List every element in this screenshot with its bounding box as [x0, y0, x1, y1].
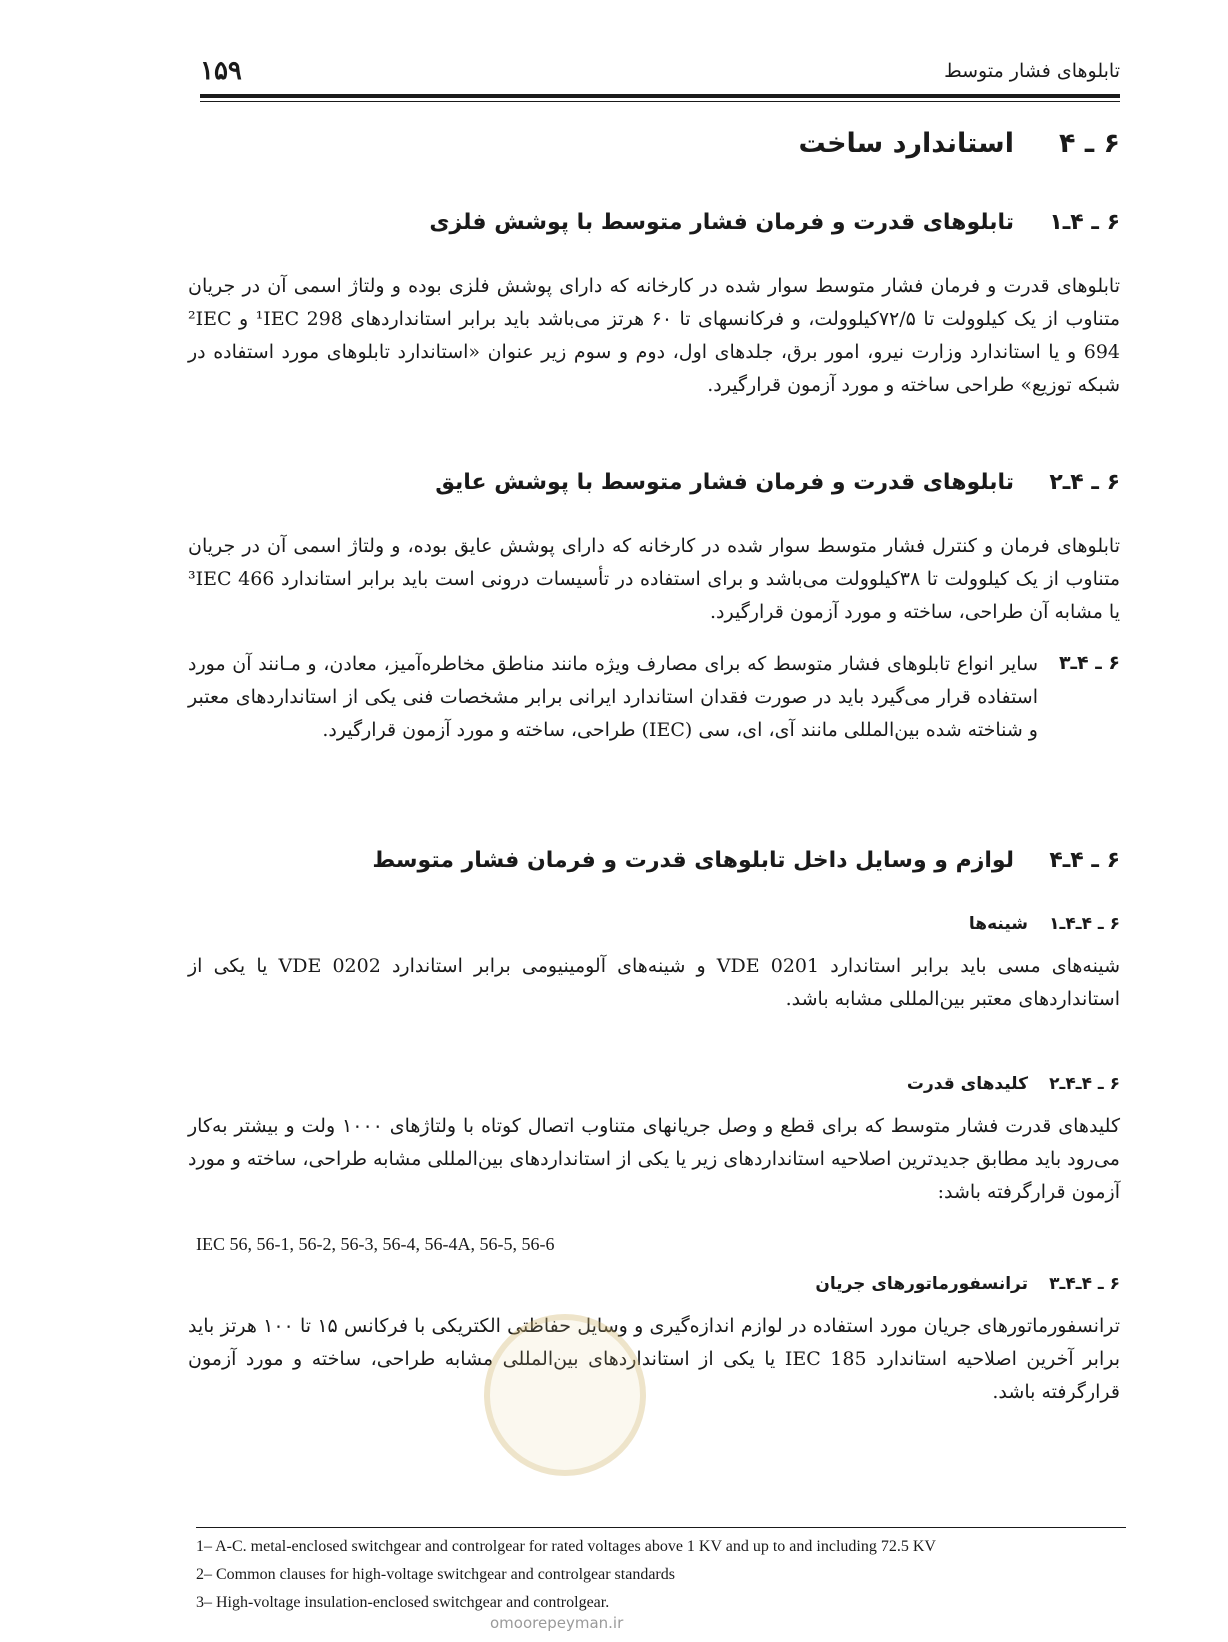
- paragraph-6-4-3: سایر انواع تابلوهای فشار متوسط که برای مصارف ویژه مانند مناطق مخاطره‌آمیز، معادن، و مـانند آن مورد استفاده قرار می‌گیرد باید در صورت فقدان استاندارد ایرانی برابر مشخصات فنی یکی از استانداردهای معتبر و شناخته شده بین‌المللی مانند آی، ای، سی (IEC) طراحی، ساخته و مورد آزمون قرارگیرد.: [188, 653, 1038, 741]
- footnote-3: 3– High-voltage insulation-enclosed switchgear and controlgear.: [196, 1594, 610, 1611]
- header-rule-thin: [200, 101, 1120, 102]
- section-title: استاندارد ساخت: [798, 128, 1014, 159]
- section-title: تابلوهای قدرت و فرمان فشار متوسط با پوشش عایق: [435, 470, 1014, 495]
- footnote-1: 1– A-C. metal-enclosed switchgear and controlgear for rated voltages above 1 KV and up to and including 72.5 KV: [196, 1538, 936, 1555]
- section-number: ۶ ـ ۴ـ۴ـ۳: [1049, 1274, 1120, 1294]
- section-number: ۶ ـ ۴: [1059, 128, 1120, 159]
- section-title: کلیدهای قدرت: [906, 1074, 1028, 1094]
- section-heading-6-4: [799, 128, 1121, 159]
- section-title: شینه‌ها: [968, 914, 1028, 934]
- page-number: ۱۵۹: [200, 56, 242, 86]
- watermark-seal: [484, 1314, 646, 1476]
- section-number: ۶ ـ ۴ـ۴ـ۱: [1049, 914, 1120, 934]
- paragraph-6-4-4-2: کلیدهای قدرت فشار متوسط که برای قطع و وصل جریانهای متناوب اتصال کوتاه با ولتاژهای ۱۰۰۰ ولت و بیشتر به‌کار می‌رود باید مطابق جدیدترین اصلاحیه استانداردهای زیر یا یکی از استانداردهای بین‌المللی مشابه طراحی، ساخته و مورد آزمون قرارگرفته باشد:: [188, 1115, 1120, 1203]
- paragraph-6-4-2: تابلوهای فرمان و کنترل فشار متوسط سوار شده در کارخانه که دارای پوشش عایق بوده، و ولتاژ اسمی آن در جریان متناوب از یک کیلوولت تا ۳۸کیلوولت می‌باشد و برای استفاده در تأسیسات درونی است باید برابر استاندارد ³IEC 466 یا مشابه آن طراحی، ساخته و مورد آزمون قرارگیرد.: [188, 535, 1121, 623]
- page-header: [200, 52, 1120, 88]
- section-heading-6-4-4: [372, 848, 1120, 873]
- watermark-text: omoorepeyman.ir: [490, 1614, 624, 1632]
- standards-list: IEC 56, 56-1, 56-2, 56-3, 56-4, 56-4A, 56-5, 56-6: [196, 1234, 555, 1254]
- paragraph-6-4-1: تابلوهای قدرت و فرمان فشار متوسط سوار شده در کارخانه که دارای پوشش فلزی بوده و ولتاژ اسمی آن در جریان متناوب از یک کیلوولت تا ۷۲/۵کیلوولت، و فرکانسهای تا ۶۰ هرتز می‌باشد باید برابر استانداردهای ¹IEC 298 و ²IEC 694 و یا استاندارد وزارت نیرو، امور برق، جلدهای اول، دوم و سوم زیر عنوان «استاندارد تابلوهای مورد استفاده در شبکه توزیع» طراحی ساخته و مورد آزمون قرارگیرد.: [188, 275, 1120, 396]
- section-heading-6-4-4-3: [815, 1274, 1120, 1294]
- footnote-2: 2– Common clauses for high-voltage switchgear and controlgear standards: [196, 1566, 675, 1583]
- header-rule: [200, 94, 1120, 98]
- section-number: ۶ ـ ۴ـ۱: [1049, 210, 1120, 235]
- section-heading-6-4-2: [435, 470, 1120, 495]
- section-number-6-4-3: ۶ ـ ۴ـ۳: [1058, 652, 1120, 674]
- section-number: ۶ ـ ۴ـ۴: [1049, 848, 1120, 873]
- section-title: لوازم و وسایل داخل تابلوهای قدرت و فرمان فشار متوسط: [372, 848, 1014, 873]
- footnote-rule: [196, 1527, 1126, 1528]
- section-title: تابلوهای قدرت و فرمان فشار متوسط با پوشش فلزی: [429, 210, 1014, 235]
- section-heading-6-4-4-2: [907, 1074, 1120, 1094]
- section-number: ۶ ـ ۴ـ۲: [1049, 470, 1120, 495]
- section-title: ترانسفورماتورهای جریان: [815, 1274, 1028, 1294]
- section-heading-6-4-1: [429, 210, 1120, 235]
- paragraph-6-4-4-1: شینه‌های مسی باید برابر استاندارد VDE 0201 و شینه‌های آلومینیومی برابر استاندارد VDE 0202 یا یکی از استانداردهای معتبر بین‌المللی مشابه باشد.: [188, 955, 1120, 1010]
- running-title: تابلوهای فشار متوسط: [944, 60, 1120, 82]
- section-number: ۶ ـ ۴ـ۴ـ۲: [1049, 1074, 1120, 1094]
- section-heading-6-4-4-1: [969, 914, 1120, 934]
- paragraph-6-4-4-3: ترانسفورماتورهای جریان مورد استفاده در لوازم اندازه‌گیری و وسایل حفاظتی الکتریکی با فرکانس ۱۵ تا ۱۰۰ هرتز باید برابر آخرین اصلاحیه استاندارد IEC 185 یا یکی از استانداردهای بین‌المللی مشابه طراحی، ساخته و مورد آزمون قرارگرفته باشد.: [188, 1315, 1121, 1403]
